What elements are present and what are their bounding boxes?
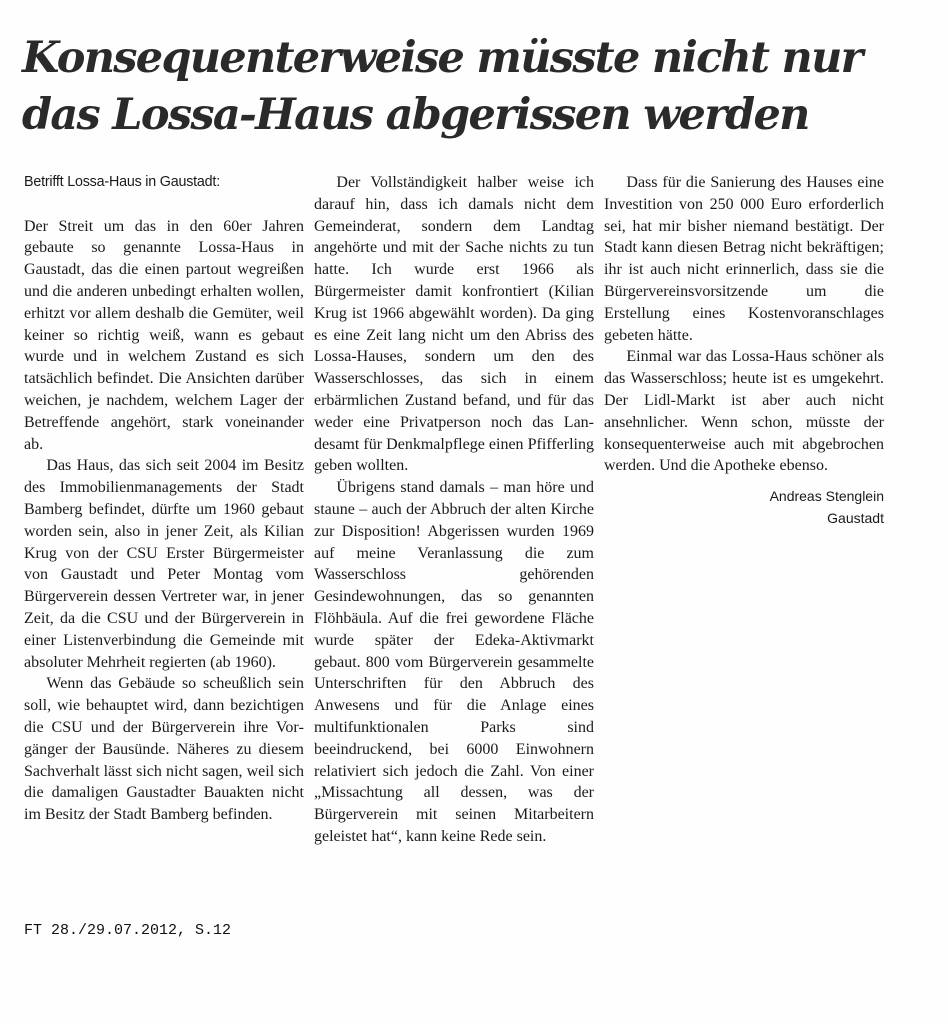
headline-line-2: das Lossa-Haus abgerissen werden xyxy=(22,90,809,140)
paragraph-3: Wenn das Gebäude so scheußlich sein soll, wie behauptet wird, dann bezichtigen die CSU und der Bürgerverein ihre Vorgänger der Bausünde. Näheres zu diesem Sachverhalt lässt sich nicht sagen, weil sich die damaligen Gaustadter Bauakten nicht im Besitz der Stadt Bamberg befinden. xyxy=(24,675,304,824)
column-3 xyxy=(604,172,884,529)
letter-subject: Betrifft Lossa-Haus in Gaustadt: xyxy=(24,174,220,190)
paragraph-6: Dass für die Sanierung des Hauses eine Investition von 250 000 Euro erforderlich sei, hat mir bisher niemand bestätigt. Der Stadt kann diesen Betrag nicht bekräftigen; ihr ist auch nicht erinnerlich, dass sie die Bürgervereinsvorsitzende um die Erstellung eines Kostenvoranschlages gebeten hätte. xyxy=(604,174,884,344)
letter-signature xyxy=(604,485,884,529)
paragraph-7: Einmal war das Lossa-Haus schöner als das Wasserschloss; heute ist es umgekehrt. Der Lidl-Markt ist aber auch nicht ansehnlicher. Wenn schon, müsste der konsequenterweise auch mit abgebrochen werden. Und die Apotheke ebenso. xyxy=(604,348,884,475)
column-1 xyxy=(24,172,304,826)
paragraph-4: Der Vollständigkeit halber weise ich darauf hin, dass ich damals nicht dem Gemeinderat, sondern dem Landtag angehörte und mit der Sache nichts zu tun hatte. Ich wurde erst 1966 als Bürgermeister damit konfrontiert (Kilian Krug ist 1966 abgewählt worden). Da ging es eine Zeit lang nicht um den Abriss des Lossa-Hauses, sondern um den des Wasserschlosses, das sich in einem erbärmlichen Zustand befand, und für das weder eine Privatperson noch das Landesamt für Denkmalpflege einen Pfifferling geben wollten. xyxy=(314,174,594,475)
headline xyxy=(22,30,922,144)
column-2 xyxy=(314,172,594,848)
paragraph-2: Das Haus, das sich seit 2004 im Besitz des Immobilienmanagements der Stadt Bamberg befindet, dürfte um 1960 gebaut worden sein, also in jener Zeit, als Kilian Krug von der CSU Erster Bürgermeister von Gaustadt und Peter Montag vom Bürgerverein dessen Vertreter war, in jener Zeit, da die CSU und der Bürgerverein in einer Listenverbindung die Gemeinde mit absoluter Mehrheit regierten (ab 1960). xyxy=(24,457,304,671)
paragraph-1: Der Streit um das in den 60er Jahren gebaute so genannte Lossa-Haus in Gaustadt, das die einen partout wegreißen und die anderen unbedingt erhalten wollen, erhitzt vor allem deshalb die Gemüter, weil keiner so richtig weiß, wann es gebaut wurde und in welchem Zustand es sich tatsächlich befindet. Die Ansichten darüber weichen, je nachdem, welchem Lager der Betreffende angehört, stark voneinander ab. xyxy=(24,217,304,453)
headline-line-1: Konsequenterweise müsste nicht nur xyxy=(22,33,862,83)
author-place: Gaustadt xyxy=(827,510,884,527)
author-name: Andreas Stenglein xyxy=(769,488,884,505)
source-reference: FT 28./29.07.2012, S.12 xyxy=(24,922,232,939)
paragraph-5: Übrigens stand damals – man höre und staune – auch der Abbruch der alten Kirche zur Disposition! Abgerissen wurden 1969 auf meine Veranlassung die zum Wasserschloss gehörenden Gesindewohnungen, das so genannten Flöhbäula. Auf die frei gewordene Fläche wurde später der Edeka-Aktivmarkt gebaut. 800 vom Bürgerverein gesammelte Unterschriften für den Abbruch des Anwesens und für die Anlage eines multifunktionalen Parks sind beeindruckend, bei 6000 Einwohnern relativiert sich jedoch die Zahl. Von einer „Missachtung all dessen, was der Bürgerverein mit seinen Mitarbeitern geleistet hat“, kann keine Rede sein. xyxy=(314,479,594,845)
